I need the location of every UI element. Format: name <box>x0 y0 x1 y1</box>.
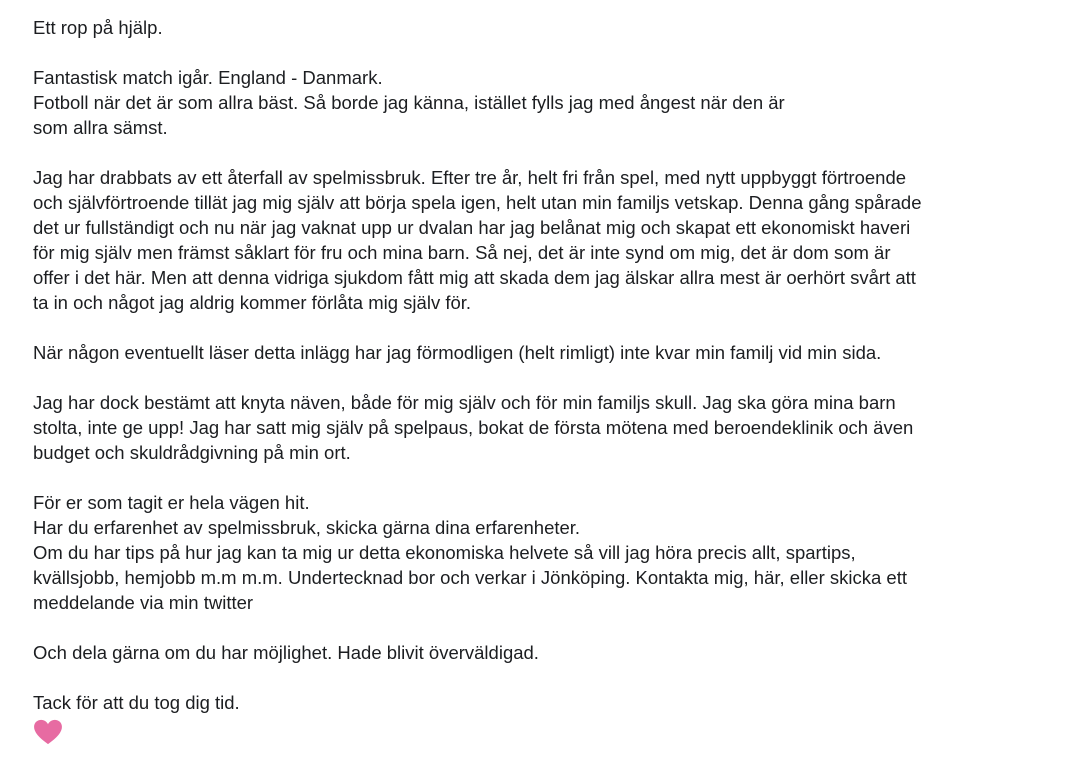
text-line: Har du erfarenhet av spelmissbruk, skicka gärna dina erfarenheter. <box>33 517 581 538</box>
post-body <box>33 15 1063 745</box>
text-line: Jag har dock bestämt att knyta näven, både för mig själv och för min familjs skull. Jag ska göra mina barn <box>33 392 896 413</box>
text-line: det ur fullständigt och nu när jag vaknat upp ur dvalan har jag belånat mig och skapat ett ekonomiskt haveri <box>33 217 911 238</box>
text-line: för mig själv men främst såklart för fru och mina barn. Så nej, det är inte synd om mig, det är dom som är <box>33 242 891 263</box>
text-line: Ett rop på hjälp. <box>33 17 163 38</box>
text-line: Och dela gärna om du har möjlighet. Hade blivit överväldigad. <box>33 642 539 663</box>
paragraph-match <box>33 65 1063 140</box>
text-line: Tack för att du tog dig tid. <box>33 692 240 713</box>
text-line: budget och skuldrådgivning på min ort. <box>33 442 351 463</box>
paragraph-relapse <box>33 165 1063 315</box>
heart-icon <box>33 719 63 745</box>
text-line: och självförtroende tillät jag mig själv att börja spela igen, helt utan min familjs vetskap. Denna gång spårade <box>33 192 922 213</box>
text-line: När någon eventuellt läser detta inlägg har jag förmodligen (helt rimligt) inte kvar min familj vid min sida. <box>33 342 882 363</box>
paragraph-title <box>33 15 1063 40</box>
text-line: meddelande via min twitter <box>33 592 254 613</box>
heart-icon-shape <box>34 720 62 744</box>
text-line: stolta, inte ge upp! Jag har satt mig själv på spelpaus, bokat de första mötena med beroendeklinik och även <box>33 417 914 438</box>
text-line: För er som tagit er hela vägen hit. <box>33 492 310 513</box>
text-line: offer i det här. Men att denna vidriga sjukdom fått mig att skada dem jag älskar allra mest är oerhört svårt att <box>33 267 916 288</box>
paragraph-decision <box>33 390 1063 465</box>
paragraph-share <box>33 640 1063 665</box>
text-line: kvällsjobb, hemjobb m.m m.m. Undertecknad bor och verkar i Jönköping. Kontakta mig, här, eller skicka ett <box>33 567 907 588</box>
text-line: Jag har drabbats av ett återfall av spelmissbruk. Efter tre år, helt fri från spel, med nytt uppbyggt förtroende <box>33 167 907 188</box>
text-line: Fantastisk match igår. England - Danmark. <box>33 67 383 88</box>
paragraph-family <box>33 340 1063 365</box>
paragraph-thanks <box>33 690 1063 745</box>
text-line: som allra sämst. <box>33 117 168 138</box>
text-line: Om du har tips på hur jag kan ta mig ur detta ekonomiska helvete så vill jag höra precis allt, spartips, <box>33 542 856 563</box>
text-line: ta in och något jag aldrig kommer förlåta mig själv för. <box>33 292 472 313</box>
paragraph-request <box>33 490 1063 615</box>
text-line: Fotboll när det är som allra bäst. Så borde jag känna, istället fylls jag med ångest när den är <box>33 92 785 113</box>
